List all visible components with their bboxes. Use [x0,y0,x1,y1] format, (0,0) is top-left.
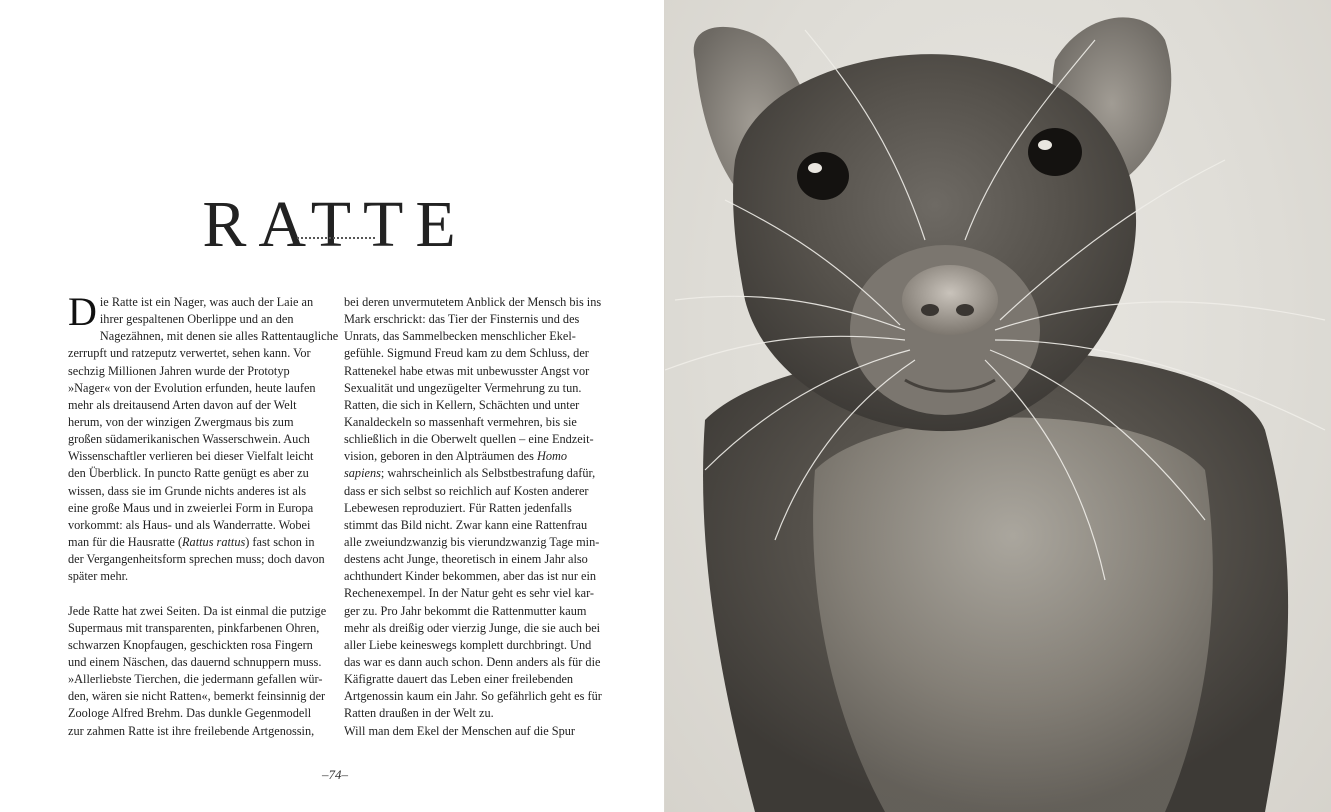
text-line: der Vergangenheitsform sprechen muss; doch davon [68,552,325,567]
text-line: mehr als dreitausend Arten davon auf der Welt [68,397,297,412]
page-number: –74– [322,767,348,782]
text-line: vorkommt: als Haus- und als Wanderratte. Wobei [68,517,311,532]
text-line: herum, von der winzigen Zwergmaus bis zum [68,414,294,429]
text-line: Unrats, das Sammelbecken menschlicher Ekel- [344,329,576,344]
text-line: großen südamerikanischen Wasserschwein. Auch [68,432,310,447]
text-line: Rattenekel habe etwas mit unbewusster Angst vor [344,363,590,378]
text-line: später mehr. [68,569,129,584]
paragraph-1-end-lines [68,551,325,585]
text-line: den, wären sie nicht Ratten«, bemerkt feinsinnig der [68,689,326,704]
drop-cap: D [68,289,97,334]
text-line: ger zu. Pro Jahr bekommt die Rattenmutter kaum [344,603,587,618]
nostril-left [921,304,939,316]
paragraph-3-lines [344,294,602,448]
rat-illustration [665,0,1331,812]
text-line: Mark erschrickt: das Tier der Finsternis und des [344,312,580,327]
text-line: Käfigratte dauert das Leben einer freilebenden [344,672,574,687]
paragraph-1 [68,289,339,585]
text-line: und einem Näschen, das dauernd schnuppern muss. [68,654,322,669]
text-line: Ratten, die sich in Kellern, Schächten und unter [344,397,580,412]
text-run: man für die Hausratte ( [68,534,183,549]
text-line: den Überblick. In puncto Ratte genügt es aber zu [68,466,309,481]
page-title: RATTE [202,188,468,262]
rat-chest [813,418,1213,812]
text-column-2 [344,294,602,740]
text-line: Nagezähnen, mit denen sie alles Rattentaugliche [99,329,339,344]
text-line: »Allerliebste Tierchen, die jedermann gefallen wür- [68,672,323,687]
text-line: aller Liebe keineswegs komplett durchbringt. Und [344,637,592,652]
text-line: Will man dem Ekel der Menschen auf die Spur [344,723,576,738]
text-line: Jede Ratte hat zwei Seiten. Da ist einmal die putzige [68,603,327,618]
text-line: Kanaldeckeln so massenhaft vermehren, bis sie [344,414,577,429]
text-column-1 [68,289,339,740]
rat-nose [902,265,998,335]
rat-photo [665,0,1331,812]
text-line: ihrer gespaltenen Oberlippe und an den [99,312,294,327]
text-line: Rechenexempel. In der Natur geht es sehr viel kar- [344,586,595,601]
text-run: ) fast schon in [245,534,315,549]
left-page [0,0,664,812]
text-line: Supermaus mit transparenten, pinkfarbenen Ohren, [68,620,320,635]
text-line: Ratten draußen in der Welt zu. [344,706,494,721]
species-name: Rattus rattus [182,534,246,549]
paragraph-3 [344,294,602,740]
paragraph-1-lines [68,289,339,534]
text-line: Wissenschaftler verlieren bei dieser Vielfalt leicht [68,449,314,464]
text-line: wissen, dass sie im Grunde nichts anderes ist als [68,483,307,498]
text-line: »Nager« von der Evolution erfunden, heute laufen [68,380,316,395]
text-line [344,448,596,465]
text-line: bei deren unvermutetem Anblick der Mensch bis ins [344,295,602,309]
text-line: dass er sich selbst so reichlich auf Kosten anderer [344,483,589,498]
text-line: Lebewesen reproduziert. Für Ratten jedenfalls [344,500,572,515]
title-divider [297,237,375,239]
right-eye [1028,128,1082,176]
text-line: eine große Maus und in zweierlei Form in Europa [68,500,314,515]
text-line: destens acht Junge, theoretisch in einem Jahr also [344,552,588,567]
text-line [344,465,596,482]
text-line: achthundert Kinder bekommen, aber das ist nur ein [344,569,597,584]
text-line: schließlich in die Oberwelt quellen – eine Endzeit- [344,432,594,447]
text-line: Artgenossin kaum ein Jahr. So gefährlich geht es für [344,689,602,704]
text-run: vision, geboren in den Alpträumen des [344,449,537,464]
text-line: schwarzen Knopfaugen, geschickten rosa Fingern [68,637,313,652]
text-line: das war es dann auch schon. Denn anders als für die [344,654,601,669]
species-name: sapiens [344,466,381,481]
text-line [68,534,320,551]
left-eye [797,152,849,200]
species-name: Homo [536,449,568,464]
paragraph-gap [68,585,320,602]
text-line: zerrupft und ratzeputz verwertet, sehen kann. Vor [68,346,311,361]
text-run: ; wahrscheinlich als Selbstbestrafung dafür, [380,466,596,481]
text-line: stimmt das Bild nicht. Zwar kann eine Rattenfrau [344,517,588,532]
text-line: Sexualität und ungezügelter Vermehrung zu tun. [344,380,582,395]
nostril-right [956,304,974,316]
text-line: sechzig Millionen Jahren wurde der Prototyp [68,363,290,378]
paragraph-2 [68,603,327,740]
paragraph-3-end-lines [344,483,602,740]
text-line: zur zahmen Ratte ist ihre freilebende Artgenossin, [68,723,315,738]
text-line: mehr als dreißig oder vierzig Junge, die sie auch bei [344,620,601,635]
text-line: alle zweiundzwanzig bis vierundzwanzig Tage min- [344,534,600,549]
text-line: Zoologe Alfred Brehm. Das dunkle Gegenmodell [68,706,312,721]
text-line: gefühle. Sigmund Freud kam zu dem Schluss, der [344,346,589,361]
text-line: ie Ratte ist ein Nager, was auch der Laie an [99,295,314,309]
